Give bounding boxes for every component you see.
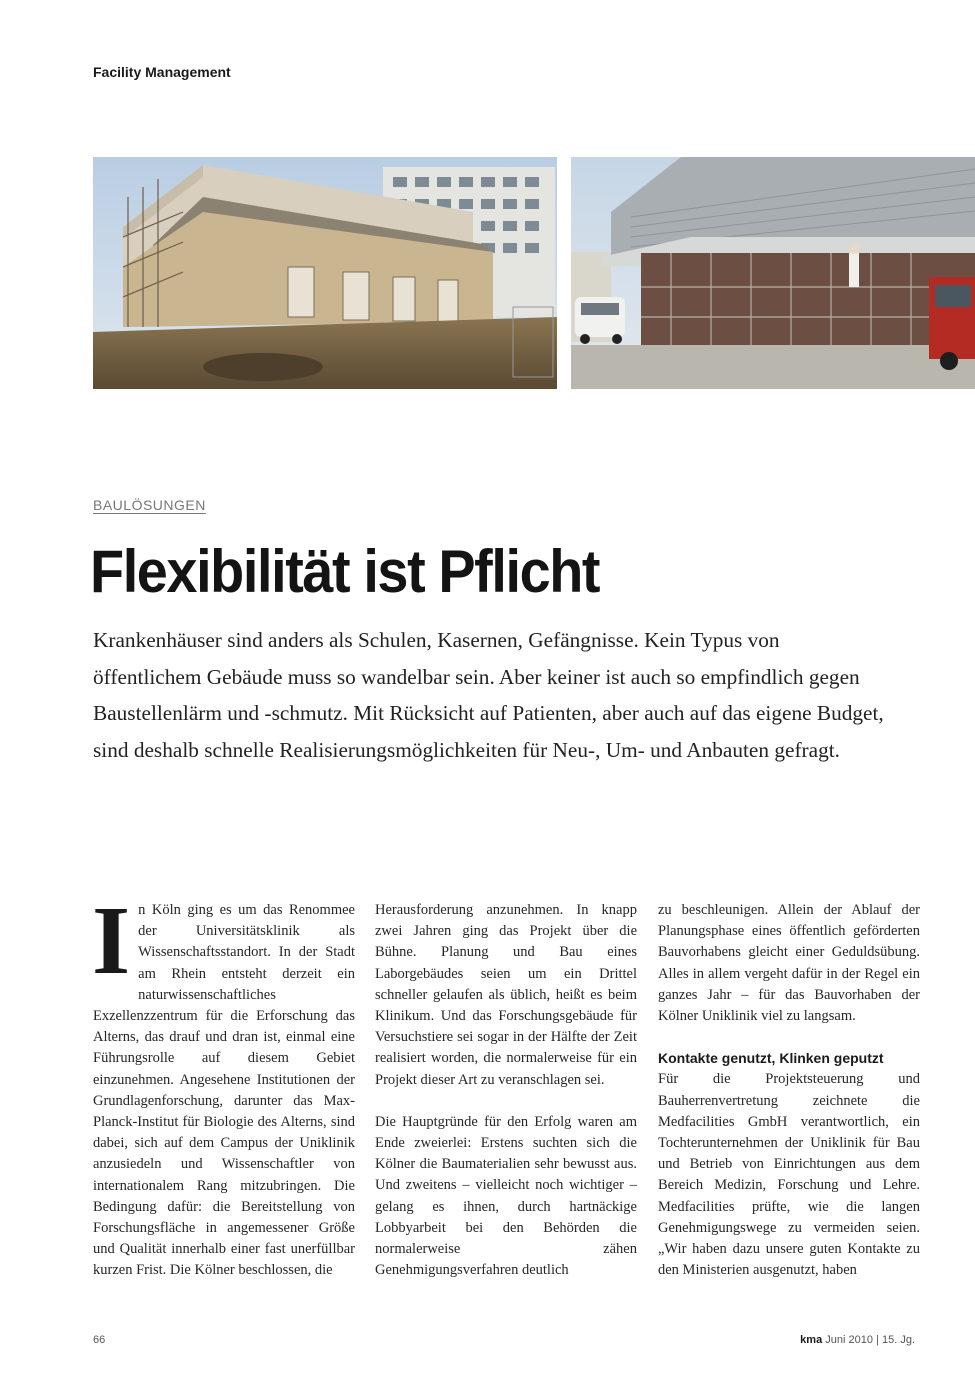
body-paragraph: n Köln ging es um das Renommee der Universitätsklinik als Wissenschaftsstandort. In der Stadt am Rhein entsteht derzeit ein naturwissenschaftliches Exzellenzzentrum für die Erforschung das Alterns, das drauf und dran ist, einmal eine Führungsrolle auf diesem Gebiet einzunehmen. Angesehene Institutionen der Grundlagenforschung, darunter das Max-Planck-Institut für Biologie des Alterns, sind dabei, sich auf dem Campus der Uniklinik anzusiedeln und Wissenschaftler von internationalem Rang mitzubringen. Die Bedingung dafür: die Bereitstellung von Forschungsfläche in angemessener Größe und Qualität innerhalb einer fast unerfüllbar kurzen Frist. Die Kölner beschlossen, die	[93, 902, 355, 1279]
lead-paragraph: Krankenhäuser sind anders als Schulen, Kasernen, Gefängnisse. Kein Typus von öffentlichem Gebäude muss so wandelbar sein. Aber keiner ist auch so empfindlich gegen Baustellenlärm und -schmutz. Mit Rücksicht auf Patienten, aber auch auf das eigene Budget, sind deshalb schnelle Realisierungsmöglichkeiten für Neu-, Um- und Anbauten gefragt.	[93, 628, 884, 762]
kicker: BAULÖSUNGEN	[93, 497, 206, 513]
building-facade-photo	[571, 157, 975, 389]
headline: Flexibilität ist Pflicht	[90, 538, 600, 605]
column-2	[375, 900, 637, 1281]
column-3	[658, 900, 920, 1281]
page-number: 66	[93, 1334, 106, 1346]
construction-site-photo	[93, 157, 557, 389]
footer-issue-info	[800, 1334, 915, 1346]
body-paragraph: Die Hauptgründe für den Erfolg waren am Ende zweierlei: Erstens suchten sich die Kölner die Baumaterialien sehr bewusst aus. Und zweitens – vielleicht noch wichtiger – gelang es ihnen, durch hartnäckige Lobbyarbeit bei den Behörden die normalerweise zähen Genehmigungsverfahren deutlich	[375, 1113, 637, 1279]
column-1	[92, 887, 355, 1282]
dropcap: I	[92, 887, 131, 995]
volume: 15. Jg.	[881, 1334, 915, 1346]
magazine-brand: kma	[800, 1334, 823, 1346]
body-paragraph: Herausforderung anzunehmen. In knapp zwei Jahren ging das Projekt über die Bühne. Planung und Bau eines Laborgebäudes seien um ein Drittel schneller gelaufen als üblich, heißt es beim Klinikum. Und das Forschungsgebäude für Versuchstiere sei sogar in der Hälfte der Zeit realisiert worden, die normalerweise für ein Projekt dieser Art zu veranschlagen sei.	[375, 902, 637, 1088]
body-paragraph: Für die Projektsteuerung und Bauherrenvertretung zeichnete die Medfacilities GmbH verantwortlich, ein Tochterunternehmen der Uniklinik für Bau und Betrieb von Einrichtungen aus dem Bereich Medizin, Forschung und Lehre. Medfacilities prüfte, wie die langen Genehmigungswege zu vermeiden seien. „Wir haben dazu unsere guten Kontakte zu den Ministerien ausgenutzt, haben	[658, 1071, 920, 1279]
body-paragraph: zu beschleunigen. Allein der Ablauf der Planungsphase eines öffentlich geförderten Bauvorhabens gleicht einer Geduldsübung. Alles in allem vergeht dafür in der Regel ein ganzes Jahr – für das Bauvorhaben der Kölner Uniklinik viel zu langsam.	[658, 902, 920, 1025]
footer-separator: |	[876, 1334, 879, 1346]
subheading: Kontakte genutzt, Klinken geputzt	[658, 1050, 884, 1067]
issue-date: Juni 2010	[825, 1334, 873, 1346]
section-label: Facility Management	[93, 64, 231, 80]
